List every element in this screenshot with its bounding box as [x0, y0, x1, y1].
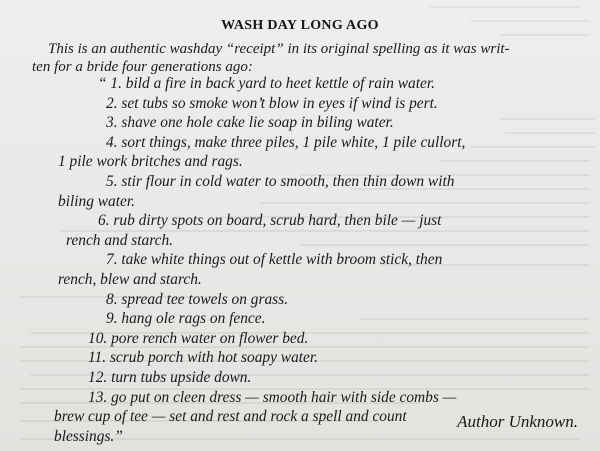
article-title: WASH DAY LONG AGO — [221, 18, 379, 33]
washday-steps-list — [40, 74, 580, 446]
step-1-line: “ 1. bild a fire in back yard to heet kettle of rain water. — [98, 75, 435, 92]
step-2-line: 2. set tubs so smoke won’t blow in eyes if wind is pert. — [106, 94, 438, 112]
step-13-line: brew cup of tee — set and rest and rock a spell and count — [54, 408, 407, 426]
step-13-line: 13. go put on cleen dress — smooth hair with side combs — — [88, 388, 457, 406]
step-4-line: 4. sort things, make three piles, 1 pile white, 1 pile cullort, — [106, 133, 466, 151]
step-11-line: 11. scrub porch with hot soapy water. — [88, 349, 319, 367]
step-6-line: 6. rub dirty spots on board, scrub hard, then bile — just — [98, 212, 442, 230]
intro-paragraph — [32, 40, 588, 76]
step-12-line: 12. turn tubs upside down. — [88, 368, 252, 386]
author-signature: Author Unknown. — [457, 412, 578, 431]
step-6-line: rench and starch. — [66, 231, 174, 249]
step-7-line: rench, blew and starch. — [58, 270, 202, 288]
step-13-line: blessings.” — [54, 427, 123, 445]
intro-line: ten for a bride four generations ago: — [32, 59, 253, 75]
step-7-line: 7. take white things out of kettle with broom stick, then — [106, 251, 443, 269]
step-9-line: 9. hang ole rags on fence. — [106, 310, 266, 328]
step-4-line: 1 pile work britches and rags. — [58, 153, 243, 171]
step-8-line: 8. spread tee towels on grass. — [106, 290, 288, 308]
step-10-line: 10. pore rench water on flower bed. — [88, 329, 309, 347]
step-5-line: biling water. — [58, 192, 135, 210]
intro-line: This is an authentic washday “receipt” in its original spelling as it was writ- — [48, 41, 510, 57]
step-5-line: 5. stir flour in cold water to smooth, then thin down with — [106, 172, 455, 190]
step-3-line: 3. shave one hole cake lie soap in biling water. — [106, 114, 394, 132]
